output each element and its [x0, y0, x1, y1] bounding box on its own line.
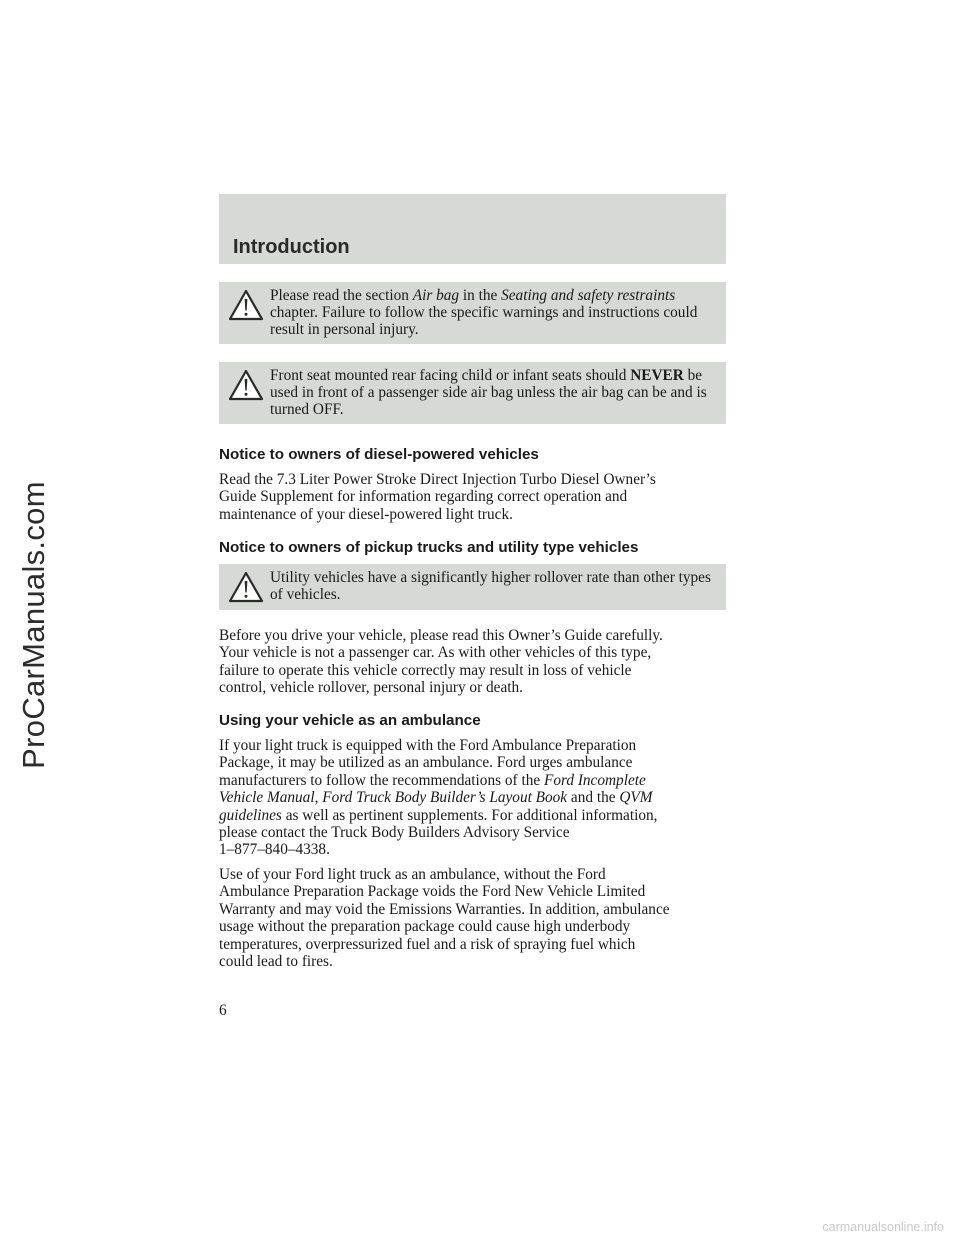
text-run: and the [567, 789, 620, 807]
text-line: Before you drive your vehicle, please read this Owner’s Guide carefully. [219, 627, 663, 644]
text-line [219, 737, 729, 754]
side-watermark-text: ProCarManuals.com [16, 481, 51, 769]
text-line: Guide Supplement for information regarding correct operation and [219, 488, 628, 506]
text-run: manufacturers to follow the recommendations of the [219, 771, 544, 789]
text-line: failure to operate this vehicle correctly may result in loss of vehicle [219, 661, 632, 679]
footer-watermark: carmanualsonline.info [822, 1220, 944, 1234]
warning-triangle-icon [228, 288, 264, 322]
text-line [219, 807, 729, 824]
text-line: Use of your Ford light truck as an ambulance, without the Ford [219, 866, 606, 883]
text-line [219, 824, 729, 841]
text-line [219, 789, 729, 806]
warning-box-airbag [219, 282, 726, 344]
text-line [219, 772, 729, 789]
text-line: maintenance of your diesel-powered light truck. [219, 505, 513, 523]
text-run: guidelines [219, 806, 282, 824]
paragraph-diesel [219, 471, 729, 523]
warning-text: be used in front of a passenger side air bag unless the air bag can be and is turned OFF. [270, 367, 707, 419]
heading-diesel: Notice to owners of diesel-powered vehicles [219, 446, 539, 463]
text-line: could lead to fires. [219, 953, 333, 971]
section-header-band [219, 194, 726, 264]
paragraph-owners-guide [219, 627, 729, 697]
text-line [219, 754, 729, 771]
heading-ambulance: Using your vehicle as an ambulance [219, 712, 481, 729]
paragraph-ambulance-warning [219, 866, 729, 970]
text-line: Read the 7.3 Liter Power Stroke Direct Injection Turbo Diesel Owner’s [219, 471, 656, 488]
text-run: QVM [619, 789, 653, 807]
warning-text: in the [459, 287, 502, 304]
warning-triangle-icon [228, 570, 264, 604]
text-run: Vehicle Manual, Ford Truck Body Builder’s Layout Book [219, 789, 568, 807]
text-run: 1–877–840–4338. [219, 841, 330, 859]
warning-text: Front seat mounted rear facing child or infant seats should [270, 367, 631, 384]
section-title: Introduction [233, 236, 350, 258]
text-run: please contact the Truck Body Builders Advisory Service [219, 824, 570, 842]
text-run: If your light truck is equipped with the Ford Ambulance Preparation [219, 737, 637, 754]
warning-text: Air bag [412, 287, 460, 304]
warning-text: Seating and safety restraints [501, 287, 676, 304]
text-line: Your vehicle is not a passenger car. As with other vehicles of this type, [219, 644, 652, 662]
text-run: as well as pertinent supplements. For additional information, [281, 806, 658, 824]
page-number: 6 [219, 1002, 227, 1019]
warning-text: NEVER [630, 367, 684, 384]
text-line [219, 841, 729, 858]
text-line: temperatures, overpressurized fuel and a risk of spraying fuel which [219, 935, 636, 953]
warning-triangle-icon [228, 368, 264, 402]
text-line: control, vehicle rollover, personal injury or death. [219, 679, 523, 697]
heading-pickup-utility: Notice to owners of pickup trucks and utility type vehicles [219, 539, 639, 556]
warning-text: chapter. Failure to follow the specific warnings and instructions could result in personal injury. [270, 304, 698, 339]
warning-box-rollover [219, 564, 726, 610]
text-run: Package, it may be utilized as an ambulance. Ford urges ambulance [219, 754, 633, 772]
warning-text: Please read the section [270, 287, 413, 304]
text-run: Ford Incomplete [543, 771, 646, 789]
warning-text: Utility vehicles have a significantly higher rollover rate than other types of vehicles. [270, 569, 711, 604]
text-line: usage without the preparation package could cause high underbody [219, 918, 631, 936]
paragraph-ambulance [219, 737, 729, 859]
warning-box-child-seat [219, 362, 726, 424]
text-line: Warranty and may void the Emissions Warranties. In addition, ambulance [219, 900, 670, 918]
side-watermark [12, 310, 56, 940]
text-line: Ambulance Preparation Package voids the Ford New Vehicle Limited [219, 883, 646, 901]
